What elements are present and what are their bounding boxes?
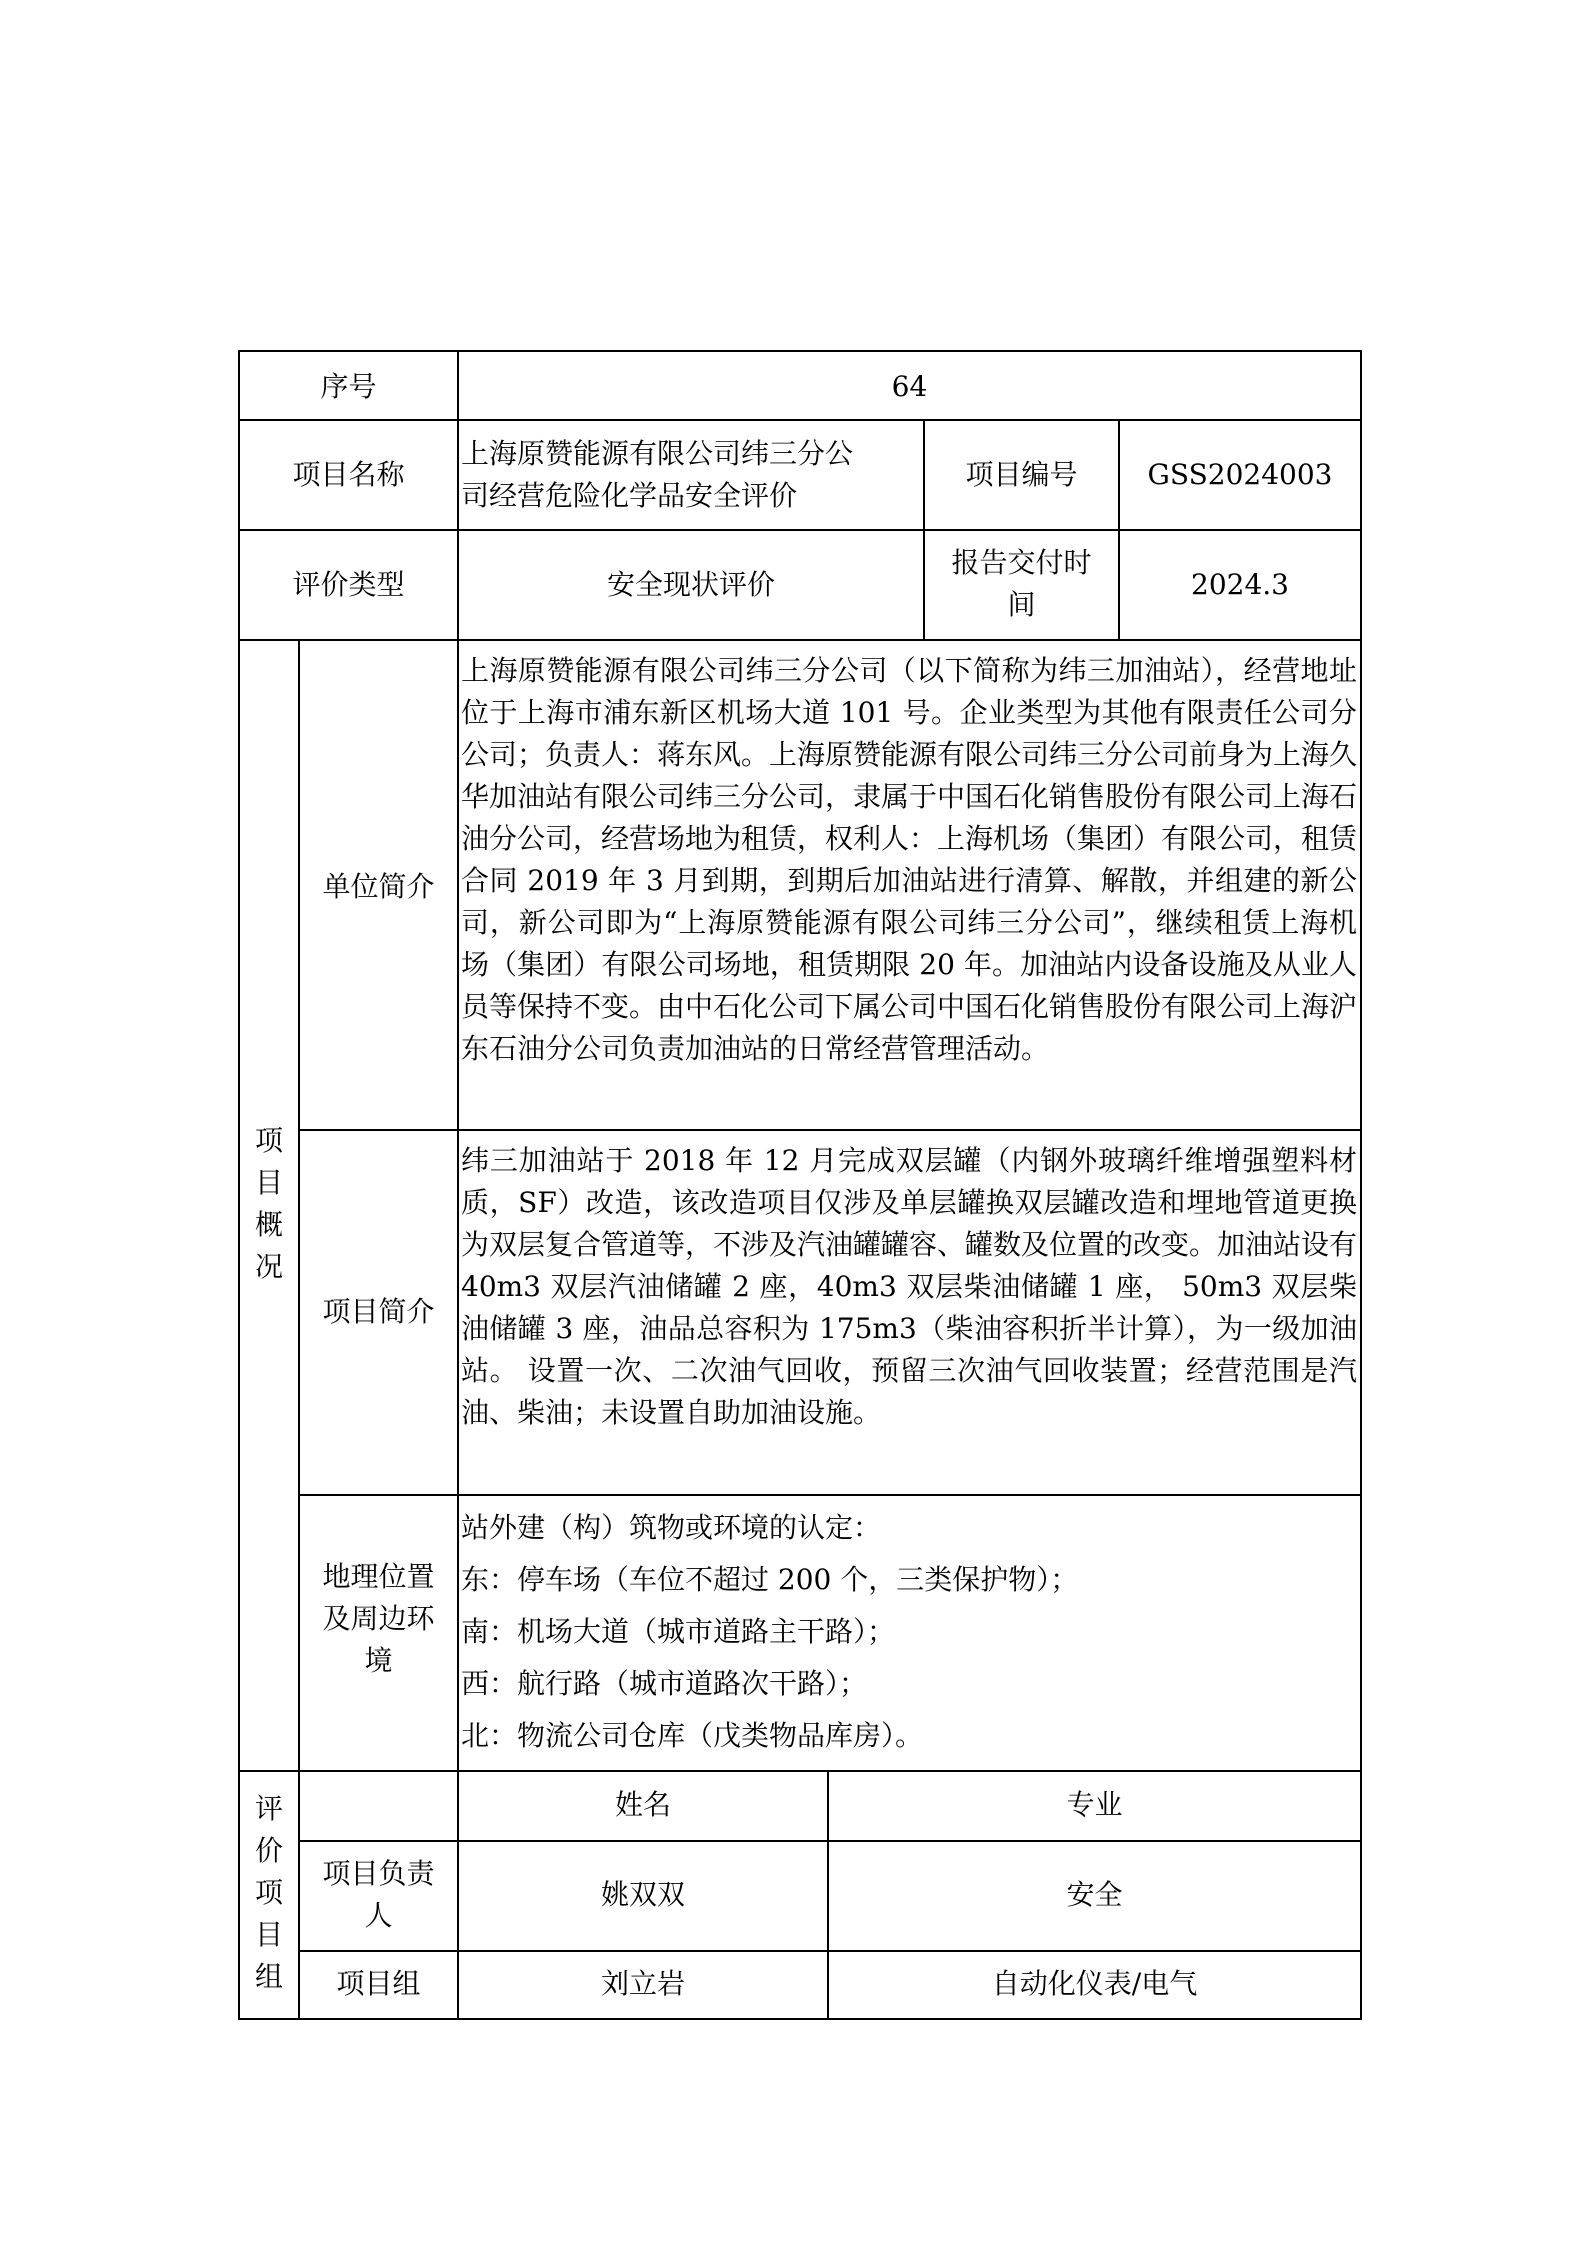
delivery-time-label-line1: 报告交付时 [951,546,1092,579]
seq-value: 64 [891,370,928,403]
location-line: 站外建（构）筑物或环境的认定： [461,1511,882,1544]
table-border [1118,419,1120,641]
location-text [461,1502,1357,1762]
location-line: 东：停车场（车位不超过 200 个，三类保护物）； [461,1563,1079,1596]
team-row-major: 自动化仪表/电气 [991,1967,1198,2000]
project-intro-label: 项目简介 [322,1295,435,1328]
table-border [238,350,1362,352]
location-line: 南：机场大道（城市道路主干路）； [461,1615,896,1648]
delivery-time-label-line2: 间 [1007,588,1036,621]
team-row-role-line2: 人 [364,1899,393,1932]
team-row-name: 姚双双 [600,1878,685,1911]
team-row-name: 刘立岩 [600,1967,685,2000]
table-border [238,1770,1362,1772]
delivery-time-value: 2024.3 [1191,568,1289,601]
project-name-value-line2: 司经营危险化学品安全评价 [461,479,798,512]
location-label-line1: 地理位置 [322,1560,435,1593]
project-name-value-line1: 上海原赞能源有限公司纬三分公 [461,437,854,470]
team-row-role-line1: 项目负责 [322,1857,435,1890]
team-row-role: 项目组 [336,1967,421,2000]
team-row-major: 安全 [1066,1878,1123,1911]
table-border [1360,350,1362,2020]
location-line: 西：航行路（城市道路次干路）； [461,1667,868,1700]
table-border [238,2018,1362,2020]
project-code-value: GSS2024003 [1147,458,1333,491]
team-group-label: 评价项目组 [254,1792,283,1993]
eval-type-value: 安全现状评价 [606,568,775,601]
location-line: 北：物流公司仓库（戊类物品库房）。 [461,1719,924,1752]
team-col-name-header: 姓名 [614,1788,671,1821]
unit-intro-text: 上海原赞能源有限公司纬三分公司（以下简称为纬三加油站），经营地址位于上海市浦东新区机场大道 101 号。企业类型为其他有限责任公司分公司；负责人：蒋东风。上海原赞能源有限公司纬三分公司前身为上海久华加油站有限公司纬三分公司，隶属于中国石化销售股份有限公司上海石油分公司，经营场地为租赁，权利人：上海机场（集团）有限公司，租赁合同 2019 年 3 月到期，到期后加油站进行清算、解散，并组建的新公司，新公司即为“上海原赞能源有限公司纬三分公司”，继续租赁上海机场（集团）有限公司场地，租赁期限 20 年。加油站内设备设施及从业人员等保持不变。由中石化公司下属公司中国石化销售股份有限公司上海沪东石油分公司负责加油站的日常经营管理活动。 [461,654,1358,1065]
project-code-label: 项目编号 [965,458,1078,491]
unit-intro-label: 单位简介 [322,870,435,903]
eval-type-label: 评价类型 [292,568,405,601]
seq-label: 序号 [320,370,377,403]
team-col-major-header: 专业 [1066,1788,1123,1821]
table-border [238,419,1362,421]
location-label-line3: 境 [364,1644,393,1677]
project-name-label: 项目名称 [292,458,405,491]
project-intro-text: 纬三加油站于 2018 年 12 月完成双层罐（内钢外玻璃纤维增强塑料材质，SF）改造，该改造项目仅涉及单层罐换双层罐改造和埋地管道更换为双层复合管道等，不涉及汽油罐罐容、罐数及位置的改变。加油站设有 40m3 双层汽油储罐 2 座，40m3 双层柴油储罐 1 座， 50m3 双层柴油储罐 3 座，油品总容积为 175m3（柴油容积折半计算），为一级加油站。 设置一次、二次油气回收，预留三次油气回收装置；经营范围是汽油、柴油；未设置自助加油设施。 [461,1144,1358,1429]
location-label-line2: 及周边环 [322,1602,435,1635]
table-border [238,639,1362,641]
overview-group-label: 项目概况 [254,1124,283,1283]
table-border [238,529,1362,531]
